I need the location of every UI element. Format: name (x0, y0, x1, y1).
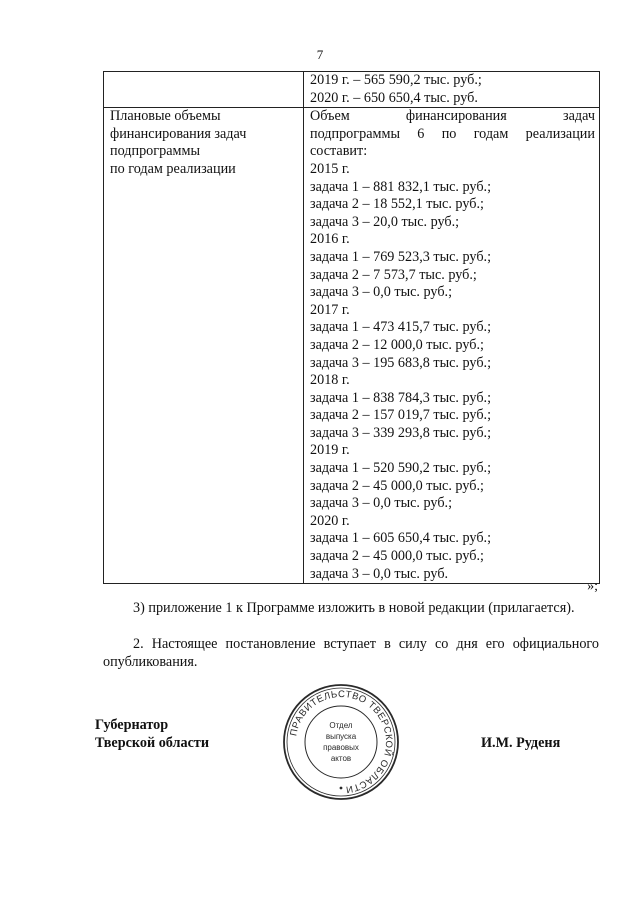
text-line: задача 2 – 157 019,7 тыс. руб.; (310, 407, 492, 424)
text-line: задача 3 – 0,0 тыс. руб.; (310, 495, 453, 512)
text-line: задача 1 – 520 590,2 тыс. руб.; (310, 460, 492, 477)
text-line: задача 2 – 18 552,1 тыс. руб.; (310, 196, 484, 213)
funding-lines (310, 143, 595, 583)
stamp-center-line: актов (330, 754, 352, 763)
text-line: задача 3 – 339 293,8 тыс. руб.; (310, 424, 492, 441)
text-line: 2019 г. (310, 442, 350, 459)
text-line: задача 3 – 195 683,8 тыс. руб.; (310, 354, 492, 371)
text-line: финансирования задач (110, 125, 247, 142)
text-line: задача 3 – 0,0 тыс. руб.; (310, 284, 453, 301)
closing-quote: »; (587, 579, 598, 594)
signer-name: И.М. Руденя (481, 735, 561, 751)
text-line: по годам реализации (110, 160, 236, 177)
text-line: Объем финансирования задач (310, 108, 595, 125)
text-line: 2016 г. (310, 231, 350, 248)
text-line: задача 2 – 45 000,0 тыс. руб.; (310, 548, 484, 565)
text-line: 2015 г. (310, 160, 350, 177)
text-line: 2020 г. – 650 650,4 тыс. руб. (310, 89, 478, 106)
table-cell-label (104, 108, 304, 584)
text-line: 2020 г. (310, 512, 350, 529)
text-line: задача 1 – 838 784,3 тыс. руб.; (310, 389, 492, 406)
text-line: подпрограммы 6 по годам реализации (310, 125, 595, 142)
funding-table (103, 71, 600, 584)
table-cell-value (304, 108, 600, 584)
stamp-center-line: выпуска (325, 732, 357, 741)
text-line: задача 1 – 473 415,7 тыс. руб.; (310, 319, 492, 336)
table-row (104, 72, 600, 108)
text-line: составит: (310, 143, 368, 160)
svg-text:ПРАВИТЕЛЬСТВО ТВЕРСКОЙ ОБЛАСТИ (288, 689, 394, 795)
signer-title-line: Губернатор (95, 717, 169, 733)
stamp-center-line: Отдел (329, 721, 353, 730)
text-line: 2019 г. – 565 590,2 тыс. руб.; (310, 72, 482, 88)
text-line: задача 1 – 605 650,4 тыс. руб.; (310, 530, 492, 547)
text-line: задача 3 – 20,0 тыс. руб.; (310, 213, 460, 230)
text-line: Плановые объемы (110, 108, 221, 125)
text-line: подпрограммы (110, 143, 200, 160)
stamp-center-line: правовых (323, 743, 359, 752)
table-row (104, 108, 600, 584)
signer-title (95, 716, 209, 752)
text-line: задача 1 – 769 523,3 тыс. руб.; (310, 248, 492, 265)
text-line: задача 1 – 881 832,1 тыс. руб.; (310, 178, 492, 195)
stamp-ring-text: ПРАВИТЕЛЬСТВО ТВЕРСКОЙ ОБЛАСТИ (288, 688, 395, 795)
text-line: 2017 г. (310, 301, 350, 318)
text-line: 2018 г. (310, 372, 350, 389)
text-line: задача 2 – 12 000,0 тыс. руб.; (310, 336, 484, 353)
text-line: задача 3 – 0,0 тыс. руб. (310, 565, 449, 582)
text-line: задача 2 – 7 573,7 тыс. руб.; (310, 266, 477, 283)
table-cell-label (104, 72, 304, 108)
page-number: 7 (316, 47, 324, 62)
official-stamp (281, 682, 401, 802)
paragraph-effect: 2. Настоящее постановление вступает в силу со дня его официального опубликования. (103, 636, 599, 670)
signer-title-line: Тверской области (95, 735, 210, 751)
text-line: задача 2 – 45 000,0 тыс. руб.; (310, 477, 484, 494)
paragraph-appendix: 3) приложение 1 к Программе изложить в новой редакции (прилагается). (133, 600, 575, 616)
table-cell-value (304, 72, 600, 108)
